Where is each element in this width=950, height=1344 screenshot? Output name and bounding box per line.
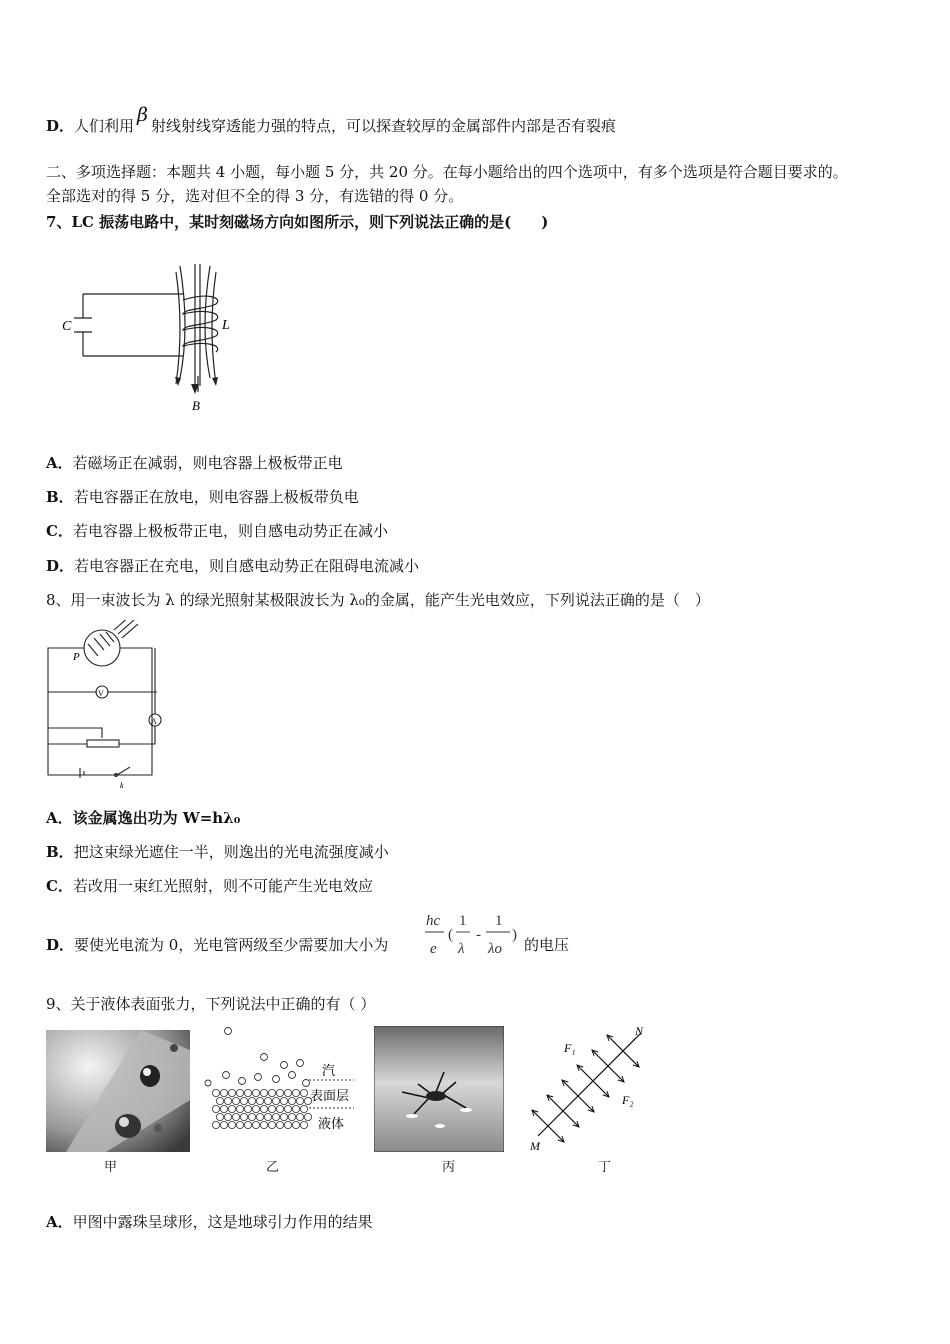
- svg-text:e: e: [430, 941, 437, 957]
- liquid-molecules: [212, 1089, 311, 1128]
- vapor-label: 汽: [322, 1063, 336, 1078]
- surface-layer-label: 表面层: [310, 1088, 350, 1103]
- liquid-molecule: [296, 1097, 303, 1104]
- beta-symbol: β: [137, 104, 149, 126]
- capacitor-label: C: [62, 319, 72, 334]
- caption-yi: 乙: [266, 1160, 280, 1175]
- liquid-molecule: [256, 1113, 263, 1120]
- q8-option-d: D．要使光电流为 0，光电管两级至少需要加大小为: [46, 936, 389, 954]
- svg-text:λ: λ: [458, 941, 465, 957]
- f2-label: F₂: [622, 1093, 634, 1107]
- liquid-molecule: [236, 1105, 243, 1112]
- liquid-label: 液体: [318, 1116, 345, 1131]
- liquid-molecule: [264, 1113, 271, 1120]
- liquid-molecule: [268, 1121, 275, 1128]
- liquid-molecule: [292, 1089, 299, 1096]
- liquid-molecule: [284, 1121, 291, 1128]
- q8-option-b: B．把这束绿光遮住一半，则逸出的光电流强度减小: [46, 843, 389, 861]
- q7-option-b: B．若电容器正在放电，则电容器上极板带负电: [46, 488, 359, 506]
- liquid-molecule: [260, 1089, 267, 1096]
- liquid-molecule: [220, 1089, 227, 1096]
- liquid-molecule: [300, 1105, 307, 1112]
- caption-jia: 甲: [104, 1160, 118, 1175]
- q7-option-c: C．若电容器上极板带正电，则自感电动势正在减小: [46, 522, 388, 540]
- liquid-molecule: [272, 1113, 279, 1120]
- liquid-molecule: [260, 1105, 267, 1112]
- liquid-molecule: [252, 1121, 259, 1128]
- q8-option-c: C．若改用一束红光照射，则不可能产生光电效应: [46, 877, 373, 895]
- liquid-molecule: [252, 1105, 259, 1112]
- liquid-molecule: [292, 1121, 299, 1128]
- liquid-molecule: [276, 1105, 283, 1112]
- liquid-molecule: [228, 1105, 235, 1112]
- svg-text:-: -: [476, 927, 481, 943]
- surface-tension-force-diagram: [524, 1020, 654, 1155]
- q9-option-a: A．甲图中露珠呈球形，这是地球引力作用的结果: [46, 1213, 373, 1231]
- stopping-voltage-formula: [424, 906, 524, 962]
- liquid-molecule: [236, 1121, 243, 1128]
- liquid-molecule: [296, 1113, 303, 1120]
- liquid-molecule: [236, 1089, 243, 1096]
- q9-stem: 9、关于液体表面张力，下列说法中正确的有（ ）: [46, 995, 376, 1013]
- svg-text:1: 1: [459, 913, 467, 929]
- svg-text:1: 1: [495, 913, 503, 929]
- liquid-molecule: [268, 1105, 275, 1112]
- liquid-molecule: [228, 1121, 235, 1128]
- photoelectric-circuit-figure: [42, 620, 172, 790]
- liquid-molecule: [244, 1121, 251, 1128]
- liquid-molecule: [240, 1113, 247, 1120]
- inductor-label: L: [222, 318, 230, 333]
- n-label: N: [635, 1024, 644, 1038]
- q6-option-d: D．人们利用 β 射线射线穿透能力强的特点，可以探查较厚的金属部件内部是否有裂痕: [46, 104, 617, 135]
- q8-option-d-tail: 的电压: [524, 936, 570, 954]
- liquid-molecule: [212, 1121, 219, 1128]
- liquid-molecule: [248, 1097, 255, 1104]
- liquid-molecule: [260, 1121, 267, 1128]
- liquid-molecule: [288, 1113, 295, 1120]
- liquid-molecule: [212, 1105, 219, 1112]
- voltmeter-label: V: [98, 689, 104, 698]
- q7-stem: 7、LC 振荡电路中，某时刻磁场方向如图所示，则下列说法正确的是( ): [46, 213, 549, 231]
- liquid-molecule: [216, 1097, 223, 1104]
- liquid-molecule: [252, 1089, 259, 1096]
- caption-ding: 丁: [598, 1160, 612, 1175]
- liquid-molecule: [280, 1097, 287, 1104]
- water-strider-photo: [374, 1026, 504, 1152]
- liquid-molecule: [224, 1097, 231, 1104]
- liquid-molecule: [300, 1089, 307, 1096]
- liquid-molecule: [292, 1105, 299, 1112]
- svg-text:): ): [512, 927, 517, 943]
- liquid-molecule: [224, 1113, 231, 1120]
- q8-option-a: A．该金属逸出功为 W=hλ₀: [46, 809, 241, 827]
- section2-line2: 全部选对的得 5 分，选对但不全的得 3 分，有选错的得 0 分。: [46, 187, 464, 205]
- switch-label: k: [120, 781, 124, 790]
- liquid-molecule: [216, 1113, 223, 1120]
- magnetic-field-label: B: [192, 398, 200, 413]
- liquid-molecule: [232, 1113, 239, 1120]
- liquid-molecule: [272, 1097, 279, 1104]
- q7-option-d: D．若电容器正在充电，则自感电动势正在阻碍电流减小: [46, 557, 420, 575]
- lc-circuit-figure: [58, 258, 248, 418]
- svg-text:(: (: [448, 927, 453, 943]
- liquid-molecule: [220, 1121, 227, 1128]
- liquid-molecule: [220, 1105, 227, 1112]
- liquid-molecule: [276, 1121, 283, 1128]
- dewdrop-photo: [46, 1030, 190, 1152]
- m-label: M: [530, 1139, 540, 1153]
- svg-text:hc: hc: [426, 913, 441, 929]
- liquid-molecule: [264, 1097, 271, 1104]
- ammeter-label: A: [151, 717, 157, 726]
- f1-label: F₁: [564, 1041, 576, 1055]
- q7-option-a: A．若磁场正在减弱，则电容器上极板带正电: [46, 454, 343, 472]
- section2-line1: 二、多项选择题：本题共 4 小题，每小题 5 分，共 20 分。在每小题给出的四个选项中，有多个选项是符合题目要求的。: [46, 163, 848, 181]
- liquid-molecule: [228, 1089, 235, 1096]
- caption-bing: 丙: [442, 1160, 456, 1175]
- liquid-molecule: [276, 1089, 283, 1096]
- liquid-molecule: [244, 1105, 251, 1112]
- q8-stem: 8、用一束波长为 λ 的绿光照射某极限波长为 λ₀的金属，能产生光电效应，下列说法正确的是（ ）: [46, 591, 710, 609]
- liquid-molecule: [248, 1113, 255, 1120]
- liquid-molecule: [284, 1105, 291, 1112]
- liquid-molecule: [304, 1113, 311, 1120]
- liquid-molecule: [288, 1097, 295, 1104]
- liquid-molecule: [300, 1121, 307, 1128]
- liquid-molecule: [240, 1097, 247, 1104]
- liquid-molecule: [256, 1097, 263, 1104]
- liquid-molecule: [284, 1089, 291, 1096]
- phototube-label: P: [73, 651, 80, 663]
- liquid-molecule: [268, 1089, 275, 1096]
- svg-text:λo: λo: [488, 941, 502, 957]
- liquid-molecule: [280, 1113, 287, 1120]
- liquid-molecule: [232, 1097, 239, 1104]
- surface-layer-diagram: [204, 1025, 364, 1140]
- liquid-molecule: [212, 1089, 219, 1096]
- liquid-molecule: [244, 1089, 251, 1096]
